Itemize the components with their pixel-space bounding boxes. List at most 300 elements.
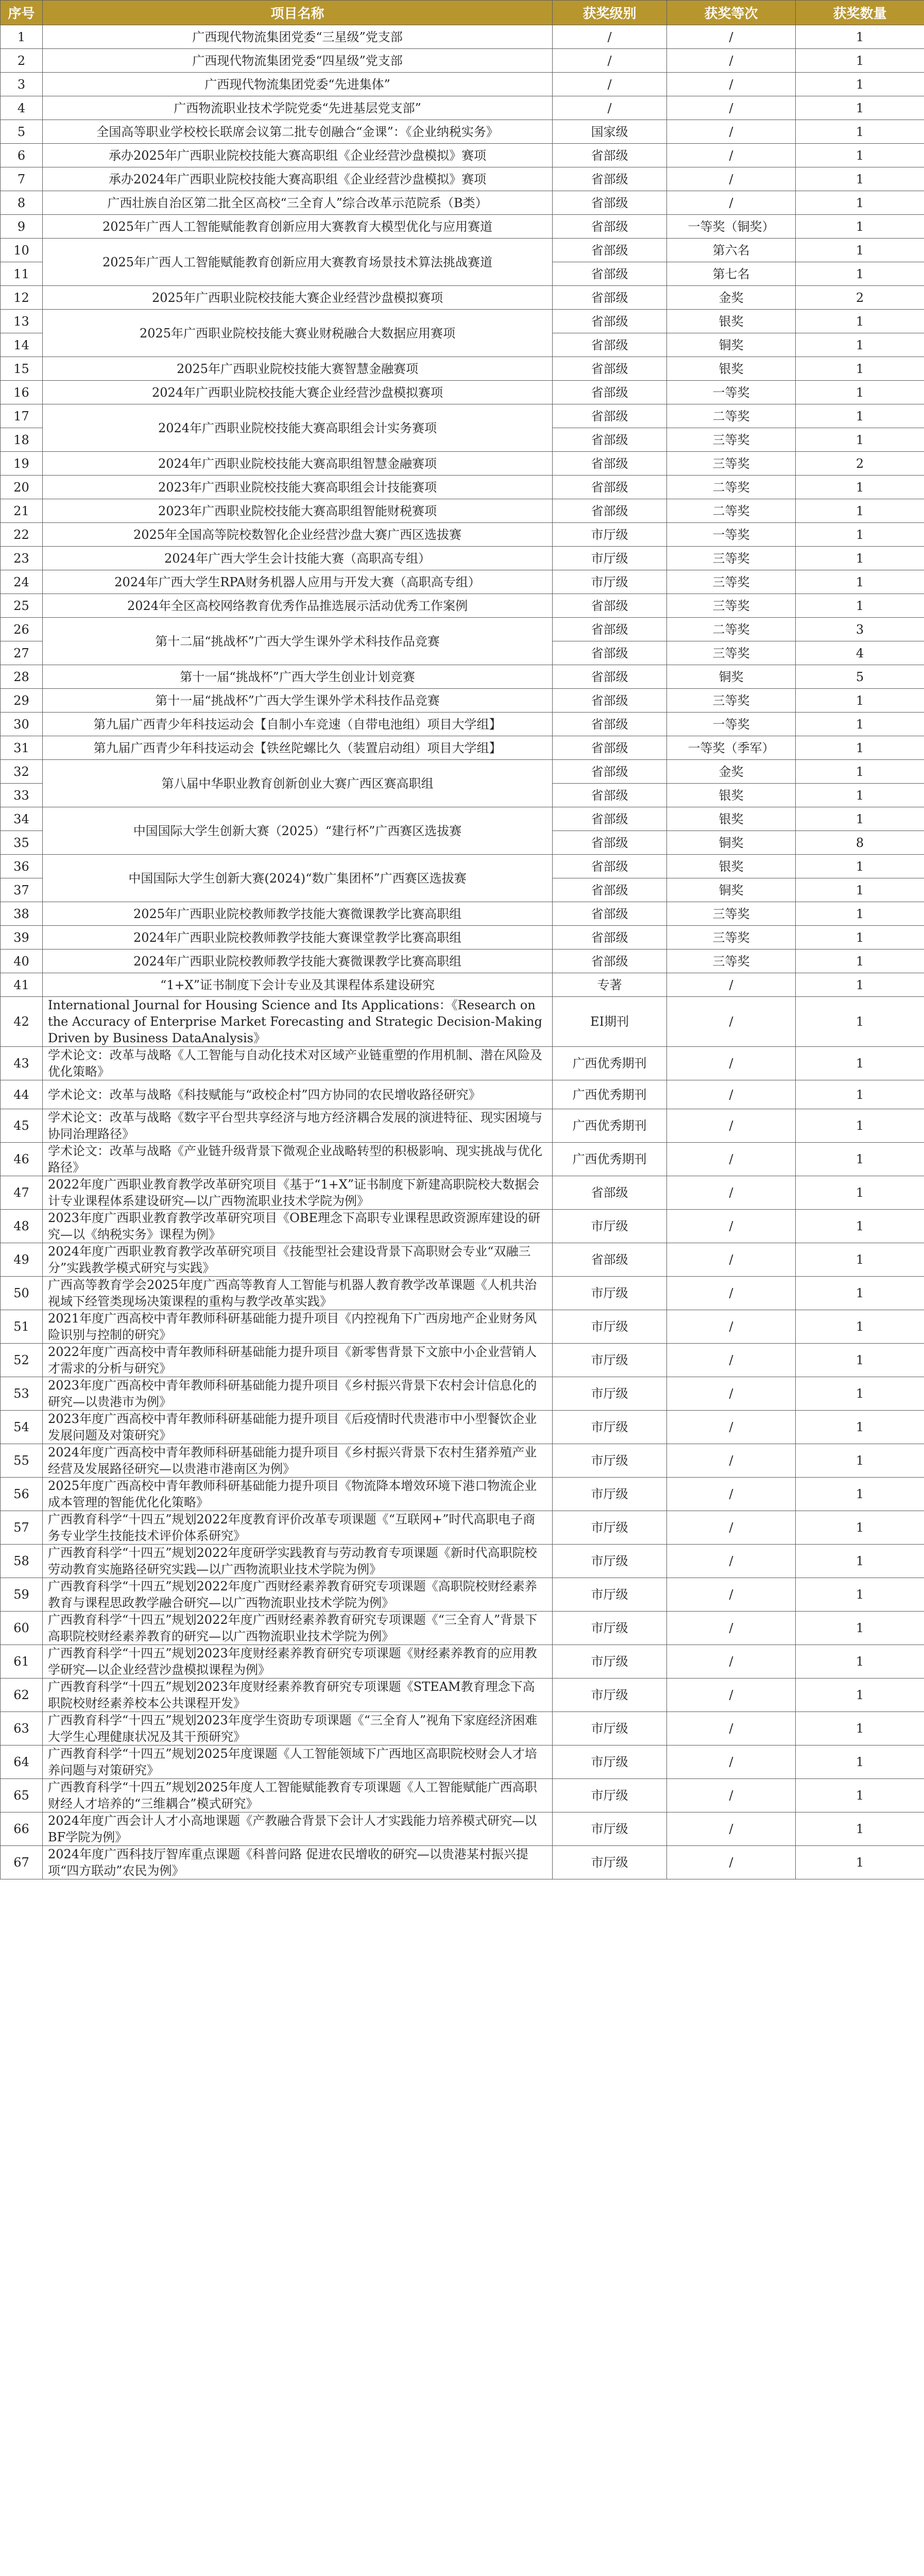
cell-no: 15: [1, 357, 43, 381]
cell-level: 省部级: [553, 215, 667, 239]
cell-no: 67: [1, 1846, 43, 1879]
cell-project-name: 2024年广西职业院校技能大赛高职组会计实务赛项: [43, 404, 553, 452]
cell-level: 市厅级: [553, 523, 667, 547]
cell-no: 55: [1, 1444, 43, 1478]
cell-project-name: 第八届中华职业教育创新创业大赛广西区赛高职组: [43, 760, 553, 807]
cell-project-name: 2025年广西职业院校技能大赛企业经营沙盘模拟赛项: [43, 286, 553, 310]
cell-no: 21: [1, 499, 43, 523]
cell-rank: 三等奖: [667, 902, 796, 926]
cell-level: 市厅级: [553, 1745, 667, 1779]
cell-no: 58: [1, 1545, 43, 1578]
cell-no: 28: [1, 665, 43, 689]
cell-level: 市厅级: [553, 1679, 667, 1712]
cell-level: 市厅级: [553, 1779, 667, 1812]
cell-count: 1: [796, 1411, 924, 1444]
table-row: [1, 1846, 924, 1879]
cell-level: 市厅级: [553, 1846, 667, 1879]
cell-project-name: 广西教育科学“十四五”规划2023年度财经素养教育研究专项课题《STEAM教育理念下高职院校财经素养校本公共课程开发》: [43, 1679, 553, 1712]
cell-level: 省部级: [553, 357, 667, 381]
cell-level: /: [553, 25, 667, 49]
cell-count: 1: [796, 1109, 924, 1143]
cell-no: 49: [1, 1243, 43, 1277]
table-row: [1, 570, 924, 594]
table-row: [1, 25, 924, 49]
cell-project-name: “1+X”证书制度下会计专业及其课程体系建设研究: [43, 973, 553, 997]
table-row: [1, 523, 924, 547]
cell-no: 4: [1, 96, 43, 120]
cell-rank: /: [667, 1277, 796, 1310]
cell-count: 1: [796, 144, 924, 167]
cell-rank: /: [667, 49, 796, 73]
cell-no: 2: [1, 49, 43, 73]
cell-count: 1: [796, 1846, 924, 1879]
cell-no: 6: [1, 144, 43, 167]
cell-level: 省部级: [553, 428, 667, 452]
cell-project-name: 广西教育科学“十四五”规划2022年度研学实践教育与劳动教育专项课题《新时代高职院校劳动教育实施路径研究实践—以广西物流职业技术学院为例》: [43, 1545, 553, 1578]
table-row: [1, 665, 924, 689]
cell-level: 广西优秀期刊: [553, 1080, 667, 1109]
cell-count: 1: [796, 239, 924, 262]
cell-count: 1: [796, 1377, 924, 1411]
cell-level: 省部级: [553, 310, 667, 333]
cell-rank: 银奖: [667, 310, 796, 333]
cell-level: 市厅级: [553, 1210, 667, 1243]
cell-level: 广西优秀期刊: [553, 1047, 667, 1080]
cell-project-name: 第十一届“挑战杯”广西大学生创业计划竞赛: [43, 665, 553, 689]
cell-project-name: 中国国际大学生创新大赛（2025）“建行杯”广西赛区选拔赛: [43, 807, 553, 855]
cell-rank: 三等奖: [667, 452, 796, 476]
cell-count: 1: [796, 428, 924, 452]
cell-level: 省部级: [553, 855, 667, 878]
cell-rank: 一等奖: [667, 381, 796, 404]
table-row: [1, 1176, 924, 1210]
table-row: [1, 689, 924, 713]
cell-rank: /: [667, 997, 796, 1047]
cell-rank: 银奖: [667, 784, 796, 807]
table-row: [1, 1411, 924, 1444]
cell-project-name: 2024年度广西职业教育教学改革研究项目《技能型社会建设背景下高职财会专业“双融三分”实践教学模式研究与实践》: [43, 1243, 553, 1277]
cell-count: 1: [796, 1578, 924, 1612]
cell-rank: 三等奖: [667, 641, 796, 665]
cell-project-name: 第十一届“挑战杯”广西大学生课外学术科技作品竞赛: [43, 689, 553, 713]
table-row: [1, 1578, 924, 1612]
cell-rank: 银奖: [667, 855, 796, 878]
cell-project-name: 2024年度广西高校中青年教师科研基础能力提升项目《乡村振兴背景下农村生猪养殖产业经营及发展路径研究—以贵港市港南区为例》: [43, 1444, 553, 1478]
cell-no: 18: [1, 428, 43, 452]
cell-count: 1: [796, 807, 924, 831]
cell-level: 省部级: [553, 499, 667, 523]
cell-no: 12: [1, 286, 43, 310]
table-row: [1, 167, 924, 191]
cell-no: 61: [1, 1645, 43, 1679]
cell-count: 1: [796, 1176, 924, 1210]
table-row: [1, 120, 924, 144]
cell-level: 广西优秀期刊: [553, 1143, 667, 1176]
cell-project-name: 2023年广西职业院校技能大赛高职组会计技能赛项: [43, 476, 553, 499]
table-row: [1, 191, 924, 215]
cell-count: 1: [796, 476, 924, 499]
cell-rank: /: [667, 1176, 796, 1210]
cell-count: 1: [796, 1143, 924, 1176]
cell-project-name: 承办2024年广西职业院校技能大赛高职组《企业经营沙盘模拟》赛项: [43, 167, 553, 191]
cell-count: 1: [796, 73, 924, 96]
cell-count: 1: [796, 784, 924, 807]
cell-project-name: 广西教育科学“十四五”规划2025年度课题《人工智能领域下广西地区高职院校财会人才培养问题与对策研究》: [43, 1745, 553, 1779]
cell-project-name: 广西高等教育学会2025年度广西高等教育人工智能与机器人教育教学改革课题《人机共治视域下经管类现场决策课程的重构与教学改革实践》: [43, 1277, 553, 1310]
cell-count: 1: [796, 570, 924, 594]
cell-count: 1: [796, 1277, 924, 1310]
cell-count: 1: [796, 902, 924, 926]
cell-no: 50: [1, 1277, 43, 1310]
cell-count: 2: [796, 286, 924, 310]
cell-project-name: 广西教育科学“十四五”规划2023年度财经素养教育研究专项课题《财经素养教育的应用教学研究—以企业经营沙盘模拟课程为例》: [43, 1645, 553, 1679]
table-row: [1, 1277, 924, 1310]
cell-count: 1: [796, 1344, 924, 1377]
cell-project-name: 2024年广西大学生会计技能大赛（高职高专组）: [43, 547, 553, 570]
table-row: [1, 1080, 924, 1109]
cell-project-name: International Journal for Housing Science and Its Applications：《Research on the Accuracy of Enterprise Market Forecasting and Strategic Decision-Making Driven by Business DataAnalysis》: [43, 997, 553, 1047]
cell-project-name: 2025年广西职业院校技能大赛智慧金融赛项: [43, 357, 553, 381]
cell-level: 省部级: [553, 807, 667, 831]
cell-rank: 二等奖: [667, 404, 796, 428]
cell-level: 省部级: [553, 144, 667, 167]
cell-rank: 三等奖: [667, 570, 796, 594]
cell-level: 省部级: [553, 784, 667, 807]
table-row: [1, 476, 924, 499]
header-count: 获奖数量: [796, 1, 924, 25]
cell-project-name: 广西教育科学“十四五”规划2022年度教育评价改革专项课题《“互联网+”时代高职电子商务专业学生技能技术评价体系研究》: [43, 1511, 553, 1545]
cell-no: 41: [1, 973, 43, 997]
table-row: [1, 1109, 924, 1143]
cell-project-name: 2025年广西人工智能赋能教育创新应用大赛教育场景技术算法挑战赛道: [43, 239, 553, 286]
cell-project-name: 2023年广西职业院校技能大赛高职组智能财税赛项: [43, 499, 553, 523]
header-no: 序号: [1, 1, 43, 25]
cell-project-name: 2021年度广西高校中青年教师科研基础能力提升项目《内控视角下广西房地产企业财务风险识别与控制的研究》: [43, 1310, 553, 1344]
cell-rank: /: [667, 1578, 796, 1612]
cell-level: 省部级: [553, 760, 667, 784]
table-header-row: [1, 1, 924, 25]
cell-rank: /: [667, 73, 796, 96]
table-row: [1, 239, 924, 262]
cell-project-name: 2025年广西职业院校技能大赛业财税融合大数据应用赛项: [43, 310, 553, 357]
cell-project-name: 2025年全国高等院校数智化企业经营沙盘大赛广西区选拔赛: [43, 523, 553, 547]
cell-no: 19: [1, 452, 43, 476]
table-row: [1, 594, 924, 618]
cell-level: 省部级: [553, 594, 667, 618]
table-row: [1, 49, 924, 73]
table-row: [1, 736, 924, 760]
cell-no: 66: [1, 1812, 43, 1846]
cell-no: 9: [1, 215, 43, 239]
cell-count: 1: [796, 167, 924, 191]
table-row: [1, 1712, 924, 1745]
cell-no: 51: [1, 1310, 43, 1344]
table-row: [1, 404, 924, 428]
cell-no: 16: [1, 381, 43, 404]
cell-project-name: 广西壮族自治区第二批全区高校“三全育人”综合改革示范院系（B类）: [43, 191, 553, 215]
cell-rank: 三等奖: [667, 950, 796, 973]
cell-rank: /: [667, 1143, 796, 1176]
cell-level: 省部级: [553, 286, 667, 310]
cell-count: 1: [796, 713, 924, 736]
cell-rank: 一等奖（铜奖）: [667, 215, 796, 239]
cell-project-name: 2024年度广西科技厅智库重点课题《科普问路 促进农民增收的研究—以贵港某村振兴提项“四方联动”农民为例》: [43, 1846, 553, 1879]
cell-no: 7: [1, 167, 43, 191]
cell-no: 56: [1, 1478, 43, 1511]
cell-no: 17: [1, 404, 43, 428]
cell-rank: /: [667, 167, 796, 191]
table-row: [1, 215, 924, 239]
cell-project-name: 广西教育科学“十四五”规划2022年度广西财经素养教育研究专项课题《高职院校财经素养教育与课程思政教学融合研究—以广西物流职业技术学院为例》: [43, 1578, 553, 1612]
table-row: [1, 1679, 924, 1712]
cell-level: 市厅级: [553, 1612, 667, 1645]
cell-level: 省部级: [553, 476, 667, 499]
cell-rank: /: [667, 1444, 796, 1478]
cell-count: 1: [796, 1612, 924, 1645]
cell-rank: /: [667, 1210, 796, 1243]
cell-rank: /: [667, 25, 796, 49]
cell-project-name: 承办2025年广西职业院校技能大赛高职组《企业经营沙盘模拟》赛项: [43, 144, 553, 167]
cell-count: 1: [796, 1745, 924, 1779]
cell-count: 1: [796, 1444, 924, 1478]
cell-rank: 银奖: [667, 357, 796, 381]
cell-no: 33: [1, 784, 43, 807]
cell-count: 1: [796, 96, 924, 120]
cell-count: 1: [796, 25, 924, 49]
cell-project-name: 广西现代物流集团党委“先进集体”: [43, 73, 553, 96]
cell-no: 24: [1, 570, 43, 594]
cell-count: 1: [796, 1080, 924, 1109]
cell-project-name: 学术论文：改革与战略《数字平台型共享经济与地方经济耦合发展的演进特征、现实困境与协同治理路径》: [43, 1109, 553, 1143]
cell-no: 39: [1, 926, 43, 950]
cell-level: 省部级: [553, 1243, 667, 1277]
cell-level: /: [553, 96, 667, 120]
cell-rank: 铜奖: [667, 665, 796, 689]
cell-no: 65: [1, 1779, 43, 1812]
cell-project-name: 2025年广西人工智能赋能教育创新应用大赛教育大模型优化与应用赛道: [43, 215, 553, 239]
cell-rank: 银奖: [667, 807, 796, 831]
cell-count: 1: [796, 1679, 924, 1712]
table-row: [1, 1812, 924, 1846]
cell-count: 1: [796, 997, 924, 1047]
cell-level: 市厅级: [553, 1812, 667, 1846]
cell-count: 1: [796, 926, 924, 950]
cell-count: 1: [796, 381, 924, 404]
cell-no: 42: [1, 997, 43, 1047]
cell-no: 5: [1, 120, 43, 144]
cell-level: 省部级: [553, 926, 667, 950]
cell-level: 专著: [553, 973, 667, 997]
cell-level: 市厅级: [553, 1578, 667, 1612]
cell-project-name: 2023年度广西职业教育教学改革研究项目《OBE理念下高职专业课程思政资源库建设的研究—以《纳税实务》课程为例》: [43, 1210, 553, 1243]
cell-project-name: 2024年广西大学生RPA财务机器人应用与开发大赛（高职高专组）: [43, 570, 553, 594]
cell-no: 14: [1, 333, 43, 357]
cell-project-name: 2024年全区高校网络教育优秀作品推选展示活动优秀工作案例: [43, 594, 553, 618]
cell-rank: /: [667, 1243, 796, 1277]
cell-rank: /: [667, 1679, 796, 1712]
cell-count: 1: [796, 1478, 924, 1511]
cell-rank: 一等奖: [667, 713, 796, 736]
table-row: [1, 144, 924, 167]
cell-count: 1: [796, 736, 924, 760]
cell-rank: 三等奖: [667, 689, 796, 713]
cell-project-name: 广西教育科学“十四五”规划2022年度广西财经素养教育研究专项课题《“三全育人”背景下高职院校财经素养教育的研究—以广西物流职业技术学院为例》: [43, 1612, 553, 1645]
cell-project-name: 2025年广西职业院校教师教学技能大赛微课教学比赛高职组: [43, 902, 553, 926]
cell-no: 30: [1, 713, 43, 736]
table-row: [1, 1444, 924, 1478]
table-row: [1, 855, 924, 878]
cell-level: 市厅级: [553, 1444, 667, 1478]
table-row: [1, 1511, 924, 1545]
cell-count: 1: [796, 1243, 924, 1277]
cell-count: 1: [796, 973, 924, 997]
cell-count: 1: [796, 1310, 924, 1344]
cell-level: 省部级: [553, 689, 667, 713]
cell-rank: 第六名: [667, 239, 796, 262]
cell-no: 22: [1, 523, 43, 547]
cell-count: 1: [796, 1645, 924, 1679]
cell-project-name: 2024年广西职业院校教师教学技能大赛微课教学比赛高职组: [43, 950, 553, 973]
table-row: [1, 713, 924, 736]
cell-count: 1: [796, 547, 924, 570]
cell-count: 1: [796, 1511, 924, 1545]
cell-level: 省部级: [553, 239, 667, 262]
table-row: [1, 96, 924, 120]
table-row: [1, 950, 924, 973]
cell-rank: 第七名: [667, 262, 796, 286]
cell-rank: 三等奖: [667, 547, 796, 570]
cell-project-name: 第九届广西青少年科技运动会【铁丝陀螺比久（装置启动组）项目大学组】: [43, 736, 553, 760]
cell-project-name: 2023年度广西高校中青年教师科研基础能力提升项目《后疫情时代贵港市中小型餐饮企业发展问题及对策研究》: [43, 1411, 553, 1444]
cell-no: 60: [1, 1612, 43, 1645]
cell-no: 54: [1, 1411, 43, 1444]
cell-count: 1: [796, 357, 924, 381]
cell-level: 市厅级: [553, 1310, 667, 1344]
cell-level: 省部级: [553, 167, 667, 191]
cell-no: 63: [1, 1712, 43, 1745]
cell-count: 1: [796, 49, 924, 73]
cell-count: 1: [796, 1779, 924, 1812]
cell-rank: 金奖: [667, 760, 796, 784]
table-row: [1, 760, 924, 784]
table-row: [1, 1310, 924, 1344]
cell-rank: /: [667, 973, 796, 997]
cell-level: 市厅级: [553, 1478, 667, 1511]
table-row: [1, 1210, 924, 1243]
cell-no: 40: [1, 950, 43, 973]
table-row: [1, 1545, 924, 1578]
table-row: [1, 1478, 924, 1511]
cell-no: 27: [1, 641, 43, 665]
cell-rank: /: [667, 1612, 796, 1645]
table-row: [1, 499, 924, 523]
cell-level: 广西优秀期刊: [553, 1109, 667, 1143]
cell-count: 1: [796, 523, 924, 547]
cell-rank: /: [667, 1545, 796, 1578]
cell-no: 25: [1, 594, 43, 618]
cell-no: 47: [1, 1176, 43, 1210]
table-row: [1, 547, 924, 570]
cell-count: 1: [796, 1712, 924, 1745]
cell-no: 10: [1, 239, 43, 262]
cell-count: 1: [796, 1047, 924, 1080]
cell-no: 44: [1, 1080, 43, 1109]
cell-count: 1: [796, 191, 924, 215]
table-row: [1, 807, 924, 831]
cell-level: 省部级: [553, 333, 667, 357]
cell-count: 1: [796, 878, 924, 902]
table-row: [1, 357, 924, 381]
cell-no: 32: [1, 760, 43, 784]
cell-rank: /: [667, 1712, 796, 1745]
cell-project-name: 2022年度广西高校中青年教师科研基础能力提升项目《新零售背景下文旅中小企业营销人才需求的分析与研究》: [43, 1344, 553, 1377]
cell-project-name: 2024年广西职业院校技能大赛企业经营沙盘模拟赛项: [43, 381, 553, 404]
cell-rank: /: [667, 1812, 796, 1846]
cell-rank: /: [667, 1511, 796, 1545]
cell-level: 省部级: [553, 831, 667, 855]
cell-no: 38: [1, 902, 43, 926]
cell-no: 62: [1, 1679, 43, 1712]
cell-count: 8: [796, 831, 924, 855]
cell-no: 43: [1, 1047, 43, 1080]
cell-rank: /: [667, 144, 796, 167]
cell-no: 8: [1, 191, 43, 215]
cell-rank: 铜奖: [667, 878, 796, 902]
cell-count: 1: [796, 120, 924, 144]
cell-no: 37: [1, 878, 43, 902]
table-row: [1, 618, 924, 641]
cell-project-name: 2025年度广西高校中青年教师科研基础能力提升项目《物流降本增效环境下港口物流企业成本管理的智能优化化策略》: [43, 1478, 553, 1511]
cell-level: 省部级: [553, 618, 667, 641]
table-row: [1, 1047, 924, 1080]
cell-no: 26: [1, 618, 43, 641]
cell-no: 13: [1, 310, 43, 333]
cell-level: 省部级: [553, 191, 667, 215]
cell-level: 市厅级: [553, 1377, 667, 1411]
cell-level: 省部级: [553, 262, 667, 286]
table-row: [1, 1645, 924, 1679]
cell-rank: 铜奖: [667, 333, 796, 357]
cell-no: 52: [1, 1344, 43, 1377]
table-row: [1, 973, 924, 997]
cell-count: 1: [796, 499, 924, 523]
cell-project-name: 全国高等职业学校校长联席会议第二批专创融合“金课”：《企业纳税实务》: [43, 120, 553, 144]
cell-rank: /: [667, 1846, 796, 1879]
cell-rank: /: [667, 1745, 796, 1779]
cell-no: 3: [1, 73, 43, 96]
cell-level: 市厅级: [553, 1411, 667, 1444]
cell-no: 59: [1, 1578, 43, 1612]
table-row: [1, 381, 924, 404]
cell-rank: /: [667, 1080, 796, 1109]
cell-level: 省部级: [553, 902, 667, 926]
cell-rank: 一等奖: [667, 523, 796, 547]
cell-level: 市厅级: [553, 1545, 667, 1578]
cell-no: 53: [1, 1377, 43, 1411]
cell-no: 57: [1, 1511, 43, 1545]
cell-level: 省部级: [553, 665, 667, 689]
cell-level: 省部级: [553, 381, 667, 404]
table-row: [1, 1779, 924, 1812]
cell-rank: /: [667, 1377, 796, 1411]
cell-count: 5: [796, 665, 924, 689]
cell-count: 1: [796, 1210, 924, 1243]
cell-no: 23: [1, 547, 43, 570]
table-row: [1, 1243, 924, 1277]
cell-rank: /: [667, 120, 796, 144]
cell-count: 4: [796, 641, 924, 665]
table-row: [1, 1745, 924, 1779]
